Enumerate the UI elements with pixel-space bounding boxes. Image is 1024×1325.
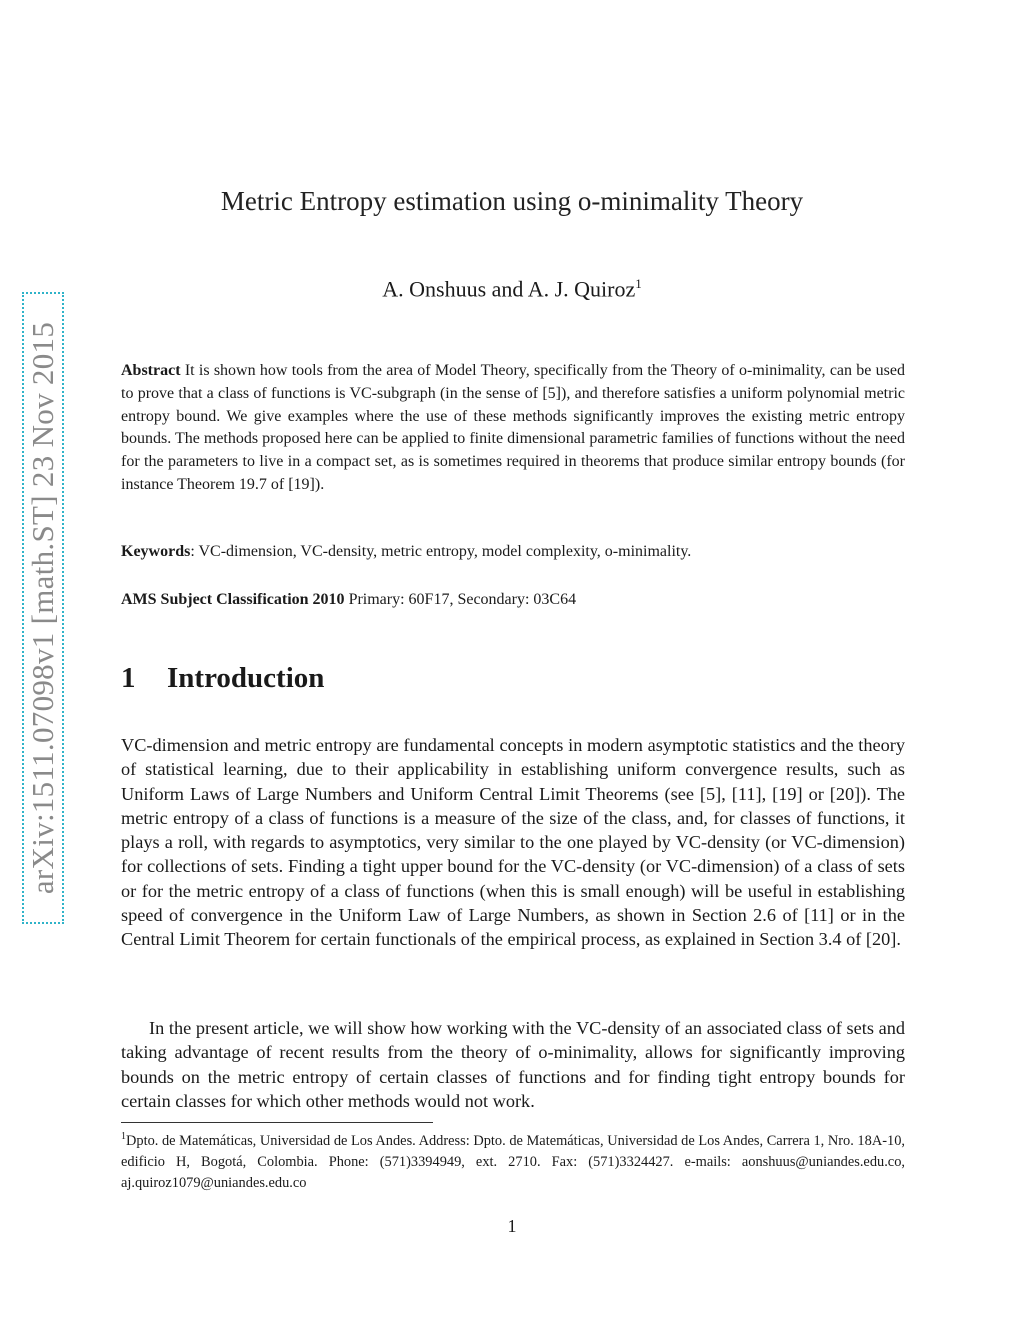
page-number: 1 bbox=[507, 1216, 517, 1236]
footnote-text: Dpto. de Matemáticas, Universidad de Los Andes. Address: Dpto. de Matemáticas, Universidad de Los Andes, Carrera 1, Nro. 18A-10, edificio H, Bogotá, Colombia. Phone: (571)3394949, ext. 2710. Fax: (571)3324427. e-mails: aonshuus@uniandes.edu.co, aj.quiroz1079@uniandes.edu.co bbox=[121, 1132, 905, 1191]
author-names: A. Onshuus and A. J. Quiroz bbox=[382, 276, 636, 302]
paper-title: Metric Entropy estimation using o-minimality Theory bbox=[220, 186, 804, 216]
abstract bbox=[121, 360, 905, 497]
section-number: 1 bbox=[121, 662, 136, 694]
ams-text: Primary: 60F17, Secondary: 03C64 bbox=[348, 591, 577, 608]
section-heading bbox=[121, 662, 324, 695]
keywords bbox=[121, 541, 905, 564]
keywords-text: : VC-dimension, VC-density, metric entropy, model complexity, o-minimality. bbox=[190, 543, 692, 560]
arxiv-identifier-text: arXiv:1511.07098v1 [math.ST] 23 Nov 2015 bbox=[25, 321, 60, 895]
section-title: Introduction bbox=[167, 662, 325, 694]
abstract-text: It is shown how tools from the area of Model Theory, specifically from the Theory of o-minimality, can be used to prove that a class of functions is VC-subgraph (in the sense of [5]), and therefore satisfies a uniform polynomial metric entropy bound. We give examples where the use of these methods significantly improves the existing metric entropy bounds. The methods proposed here can be applied to finite dimensional parametric families of functions without the need for the parameters to live in a compact set, as is sometimes required in theorems that produce similar entropy bounds (for instance Theorem 19.7 of [19]). bbox=[121, 362, 905, 493]
ams-label: AMS Subject Classification 2010 bbox=[121, 591, 345, 608]
footnote-mark: 1 bbox=[121, 1131, 126, 1142]
ams-classification bbox=[121, 589, 905, 612]
footnote-divider bbox=[121, 1122, 433, 1123]
abstract-label: Abstract bbox=[121, 362, 181, 379]
paper-authors bbox=[120, 276, 904, 302]
author-footnote-mark: 1 bbox=[635, 276, 642, 291]
arxiv-identifier-stamp bbox=[22, 292, 64, 924]
footnote bbox=[121, 1126, 905, 1194]
keywords-label: Keywords bbox=[121, 543, 191, 560]
intro-paragraph-2: In the present article, we will show how working with the VC-density of an associated class of sets and taking advantage of recent results from the theory of o-minimality, allows for significantly improving bounds on the metric entropy of certain classes of functions and for finding tight entropy bounds for certain classes for which other methods would not work. bbox=[121, 1018, 905, 1111]
intro-paragraph-1: VC-dimension and metric entropy are fundamental concepts in modern asymptotic statistics and the theory of statistical learning, due to their applicability in establishing uniform convergence results, such as Uniform Laws of Large Numbers and Uniform Central Limit Theorems (see [5], [11], [19] or [20]). The metric entropy of a class of functions is a measure of the size of the class, and, for classes of functions, it plays a roll, with regards to asymptotics, very similar to the one played by VC-density (or VC-dimension) for collections of sets. Finding a tight upper bound for the VC-density (or VC-dimension) of a class of sets or for the metric entropy of a class of functions (when this is small enough) will be useful in establishing speed of convergence in the Uniform Law of Large Numbers, as shown in Section 2.6 of [11] or in the Central Limit Theorem for certain functionals of the empirical process, as explained in Section 3.4 of [20]. bbox=[121, 735, 905, 950]
